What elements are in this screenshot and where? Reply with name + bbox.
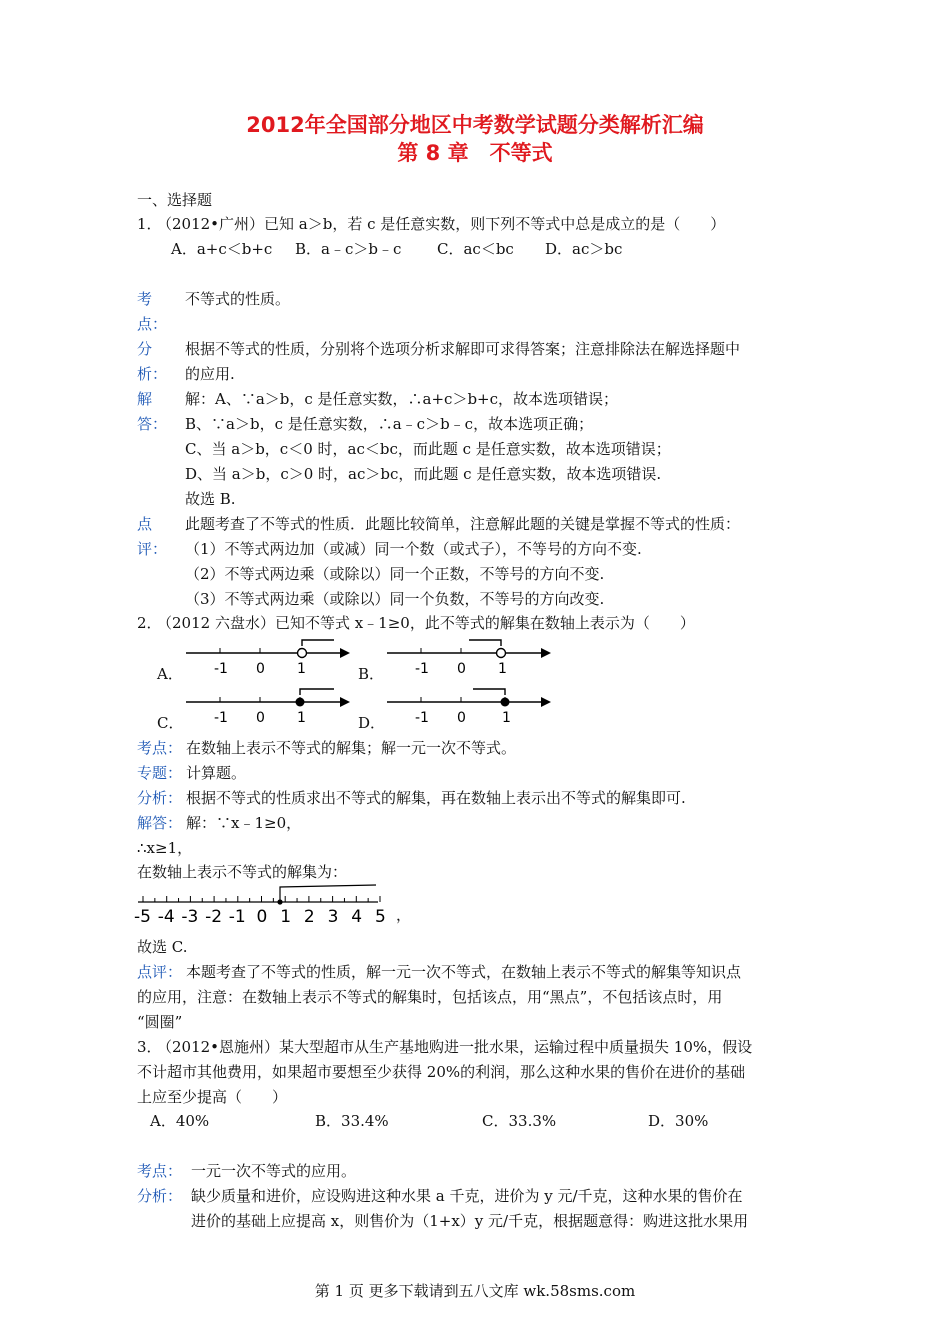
tick-label: -1 bbox=[214, 661, 228, 677]
tick-label: 1 bbox=[297, 661, 306, 677]
q2-zhuanti-label: 专题： bbox=[137, 764, 183, 782]
solid-dot-marker bbox=[296, 698, 305, 707]
q1-dianping-line-3: （2）不等式两边乘（或除以）同一个正数，不等号的方向不变. bbox=[185, 565, 605, 583]
tick-label: 0 bbox=[256, 661, 265, 677]
tick-label: 3 bbox=[327, 907, 339, 927]
tick-label: 0 bbox=[457, 710, 466, 726]
q2-fenxi: 根据不等式的性质求出不等式的解集，再在数轴上表示出不等式的解集即可. bbox=[186, 789, 686, 807]
q3-fenxi-line-2: 进价的基础上应提高 x，则售价为（1+x）y 元/千克，根据题意得：购进这批水果用 bbox=[191, 1212, 749, 1230]
q3-kaodian: 一元一次不等式的应用。 bbox=[191, 1162, 357, 1180]
q1-dianping-label-1: 点 bbox=[137, 515, 153, 533]
tick-label: 0 bbox=[256, 907, 268, 927]
q3-option-a: A．40% bbox=[150, 1112, 210, 1130]
tick-label: 1 bbox=[280, 907, 292, 927]
tick-label: 1 bbox=[498, 661, 507, 677]
solution-bracket bbox=[280, 885, 376, 902]
q2-zhuanti: 计算题。 bbox=[186, 764, 247, 782]
document-title: 2012年全国部分地区中考数学试题分类解析汇编 bbox=[246, 113, 704, 137]
q2-option-b-letter: B． bbox=[358, 665, 385, 683]
tick-label: -5 bbox=[134, 907, 151, 927]
tick-label: -1 bbox=[415, 661, 429, 677]
tick-label: -4 bbox=[157, 907, 175, 927]
q1-dianping-line-4: （3）不等式两边乘（或除以）同一个负数，不等号的方向改变. bbox=[185, 590, 605, 608]
tick-label: -1 bbox=[228, 907, 246, 927]
q1-fenxi-line-1: 根据不等式的性质，分别将个选项分析求解即可求得答案；注意排除法在解选择题中 bbox=[185, 340, 741, 358]
q3-option-b: B．33.4% bbox=[315, 1112, 389, 1130]
q1-fenxi-label-2: 析： bbox=[137, 365, 168, 383]
q1-stem: （2012•广州）已知 a＞b，若 c 是任意实数，则下列不等式中总是成立的是（ ） bbox=[157, 215, 726, 233]
q2-dianping-line-3: “圆圈” bbox=[137, 1013, 183, 1031]
q1-option-d: D．ac＞bc bbox=[545, 240, 623, 258]
q2-option-c-letter: C． bbox=[157, 714, 184, 732]
open-circle-marker bbox=[497, 649, 506, 658]
q2-stem: （2012 六盘水）已知不等式 x﹣1≥0，此不等式的解集在数轴上表示为（ ） bbox=[157, 614, 695, 632]
q1-option-b: B．a﹣c＞b﹣c bbox=[295, 240, 402, 258]
section-heading: 一、选择题 bbox=[137, 191, 213, 209]
q1-option-c: C．ac＜bc bbox=[437, 240, 514, 258]
q2-fenxi-label: 分析： bbox=[137, 789, 183, 807]
q1-kaodian-label-2: 点： bbox=[137, 315, 168, 333]
q1-jieda-label-2: 答： bbox=[137, 415, 168, 433]
tick-label: 5 bbox=[375, 907, 386, 927]
q2-dianping-line-2: 的应用，注意：在数轴上表示不等式的解集时，包括该点，用“黑点”，不包括该点时，用 bbox=[137, 988, 723, 1006]
q3-fenxi-label: 分析： bbox=[137, 1187, 183, 1205]
open-circle-marker bbox=[298, 649, 307, 658]
axis-arrow bbox=[340, 697, 350, 707]
q1-number: 1． bbox=[137, 215, 162, 233]
q1-jieda-line-5: 故选 B. bbox=[185, 490, 236, 508]
q2-jieda-line-2: ∴x≥1， bbox=[137, 839, 193, 857]
q2-option-a-number-line bbox=[182, 636, 352, 684]
solid-dot-marker bbox=[501, 698, 510, 707]
q1-fenxi-line-2: 的应用. bbox=[185, 365, 235, 383]
q2-option-b-number-line bbox=[383, 636, 553, 684]
solution-bracket bbox=[469, 640, 501, 646]
q1-dianping-line-1: 此题考查了不等式的性质．此题比较简单，注意解此题的关键是掌握不等式的性质： bbox=[185, 515, 741, 533]
solution-bracket bbox=[473, 689, 505, 695]
q2-option-c-number-line bbox=[182, 685, 352, 733]
q1-kaodian: 不等式的性质。 bbox=[185, 290, 291, 308]
tick-label: 4 bbox=[351, 907, 363, 927]
q1-jieda-line-4: D、当 a＞b，c＞0 时，ac＞bc，而此题 c 是任意实数，故本选项错误. bbox=[185, 465, 662, 483]
q1-jieda-line-2: B、∵a＞b，c 是任意实数，∴a﹣c＞b﹣c，故本选项正确； bbox=[185, 415, 594, 433]
q3-stem-line-3: 上应至少提高（ ） bbox=[137, 1088, 288, 1106]
tick-label: 2 bbox=[303, 907, 315, 927]
q1-dianping-line-2: （1）不等式两边加（或减）同一个数（或式子），不等号的方向不变. bbox=[185, 540, 642, 558]
q2-option-d-letter: D． bbox=[358, 714, 386, 732]
solution-bracket bbox=[300, 689, 334, 695]
q2-jieda-label: 解答： bbox=[137, 814, 183, 832]
solid-dot-marker bbox=[277, 899, 282, 904]
axis-arrow bbox=[541, 648, 551, 658]
q2-kaodian: 在数轴上表示不等式的解集；解一元一次不等式。 bbox=[186, 739, 517, 757]
q1-jieda-line-3: C、当 a＞b，c＜0 时，ac＜bc，而此题 c 是任意实数，故本选项错误； bbox=[185, 440, 671, 458]
tick-label: 1 bbox=[502, 710, 511, 726]
q2-jieda-line-1: 解：∵x﹣1≥0， bbox=[186, 814, 302, 832]
q2-kaodian-label: 考点： bbox=[137, 739, 183, 757]
tick-label: -2 bbox=[205, 907, 223, 927]
q1-dianping-label-2: 评： bbox=[137, 540, 168, 558]
axis-arrow bbox=[541, 697, 551, 707]
page-footer: 第 1 页 更多下载请到五八文库 wk.58sms.com bbox=[314, 1282, 636, 1300]
chapter-title: 第 8 章 不等式 bbox=[397, 141, 553, 165]
tick-label: 1 bbox=[297, 710, 306, 726]
tick-label: -1 bbox=[214, 710, 228, 726]
q3-option-d: D．30% bbox=[648, 1112, 709, 1130]
q2-answer-number-line bbox=[134, 882, 404, 930]
q2-dianping-label: 点评： bbox=[137, 963, 183, 981]
q1-jieda-line-1: 解：A、∵a＞b，c 是任意实数，∴a+c＞b+c，故本选项错误； bbox=[185, 390, 619, 408]
q1-fenxi-label-1: 分 bbox=[137, 340, 153, 358]
q2-conclusion: 故选 C. bbox=[137, 938, 188, 956]
q2-number: 2． bbox=[137, 614, 162, 632]
tick-label: -3 bbox=[181, 907, 199, 927]
tick-label: -1 bbox=[415, 710, 429, 726]
q3-fenxi-line-1: 缺少质量和进价，应设购进这种水果 a 千克，进价为 y 元/千克，这种水果的售价在 bbox=[191, 1187, 743, 1205]
q3-stem-line-1: （2012•恩施州）某大型超市从生产基地购进一批水果，运输过程中质量损失 10%，假设 bbox=[157, 1038, 753, 1056]
q2-option-d-number-line bbox=[383, 685, 553, 733]
q3-stem-line-2: 不计超市其他费用，如果超市要想至少获得 20%的利润，那么这种水果的售价在进价的基础 bbox=[137, 1063, 746, 1081]
solution-bracket bbox=[302, 640, 334, 646]
q2-option-a-letter: A． bbox=[157, 665, 183, 683]
tick-label: 0 bbox=[457, 661, 466, 677]
tick-label: 0 bbox=[256, 710, 265, 726]
q2-dianping-line-1: 本题考查了不等式的性质，解一元一次不等式，在数轴上表示不等式的解集等知识点 bbox=[186, 963, 742, 981]
q3-option-c: C．33.3% bbox=[482, 1112, 557, 1130]
q3-kaodian-label: 考点： bbox=[137, 1162, 183, 1180]
q1-option-a: A．a+c＜b+c bbox=[171, 240, 273, 258]
q1-jieda-label-1: 解 bbox=[137, 390, 153, 408]
q1-kaodian-label-1: 考 bbox=[137, 290, 153, 308]
q3-number: 3． bbox=[137, 1038, 162, 1056]
q2-number-line-comma: ， bbox=[396, 906, 412, 924]
axis-arrow bbox=[340, 648, 350, 658]
q2-jieda-line-3: 在数轴上表示不等式的解集为： bbox=[137, 863, 348, 881]
